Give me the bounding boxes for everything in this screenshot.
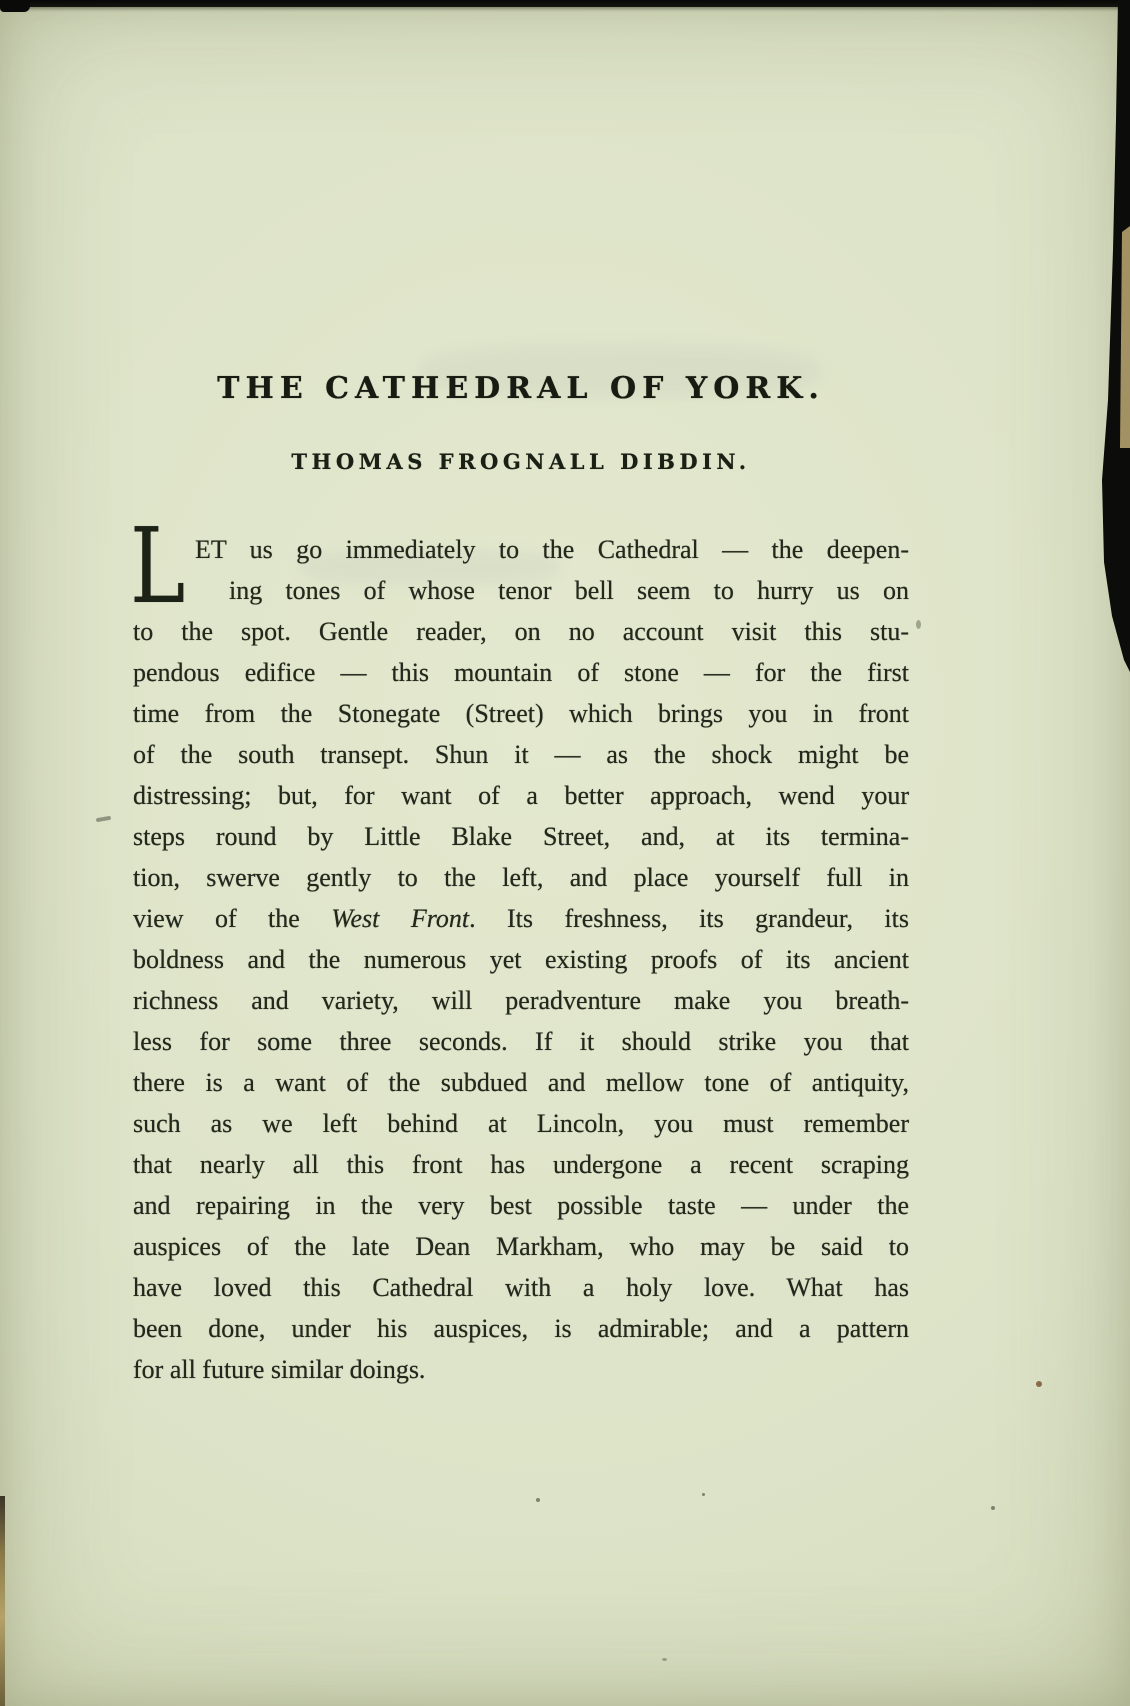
text-line: for all future similar doings.: [133, 1355, 426, 1384]
text-line-with-italic: [133, 898, 909, 939]
text-segment: . Its freshness, its grandeur, its: [469, 904, 909, 933]
text-line: to the spot. Gentle reader, on no account visit this stu-: [133, 617, 909, 646]
text-line: ing tones of whose tenor bell seem to hurry us on: [229, 576, 909, 605]
text-line: boldness and the numerous yet existing proofs of its ancient: [133, 945, 909, 974]
text-line: of the south transept. Shun it — as the shock might be: [133, 740, 909, 769]
page-content: [130, 0, 909, 1390]
text-line: have loved this Cathedral with a holy love. What has: [133, 1273, 909, 1302]
text-line: tion, swerve gently to the left, and place yourself full in: [133, 863, 909, 892]
speck: [536, 1498, 540, 1502]
text-line: steps round by Little Blake Street, and, at its termina-: [133, 822, 909, 851]
text-line: auspices of the late Dean Markham, who may be said to: [133, 1232, 909, 1261]
italic-phrase: West Front: [331, 904, 470, 933]
speck: [702, 1493, 705, 1496]
text-line: such as we left behind at Lincoln, you must remember: [133, 1109, 909, 1138]
page-title: THE CATHEDRAL OF YORK.: [217, 371, 825, 406]
scan-right-edge: [1088, 0, 1130, 672]
article-text: [130, 505, 909, 1390]
text-line: richness and variety, will peradventure make you breath-: [133, 986, 909, 1015]
speck: [991, 1506, 995, 1510]
margin-mark: [96, 816, 111, 823]
text-line: distressing; but, for want of a better approach, wend your: [133, 781, 909, 810]
text-segment: view of the: [133, 904, 332, 933]
drop-cap: L: [130, 505, 186, 627]
scan-left-edge: [0, 1496, 5, 1706]
text-line: and repairing in the very best possible taste — under the: [133, 1191, 909, 1220]
text-line: time from the Stonegate (Street) which brings you in front: [133, 699, 909, 728]
text-line: ET us go immediately to the Cathedral — the deepen-: [195, 535, 909, 564]
text-line: been done, under his auspices, is admirable; and a pattern: [133, 1314, 909, 1343]
speck: [662, 1658, 667, 1661]
speck: [1036, 1381, 1042, 1387]
text-line: pendous edifice — this mountain of stone — for the first: [133, 658, 909, 687]
text-line: that nearly all this front has undergone a recent scraping: [133, 1150, 909, 1179]
text-line: there is a want of the subdued and mellow tone of antiquity,: [133, 1068, 909, 1097]
author-byline: THOMAS FROGNALL DIBDIN.: [291, 449, 751, 474]
scan-top-edge: [0, 0, 1130, 7]
speck: [916, 620, 921, 629]
text-line: less for some three seconds. If it should strike you that: [133, 1027, 909, 1056]
scan-corner-mark: [0, 0, 30, 12]
